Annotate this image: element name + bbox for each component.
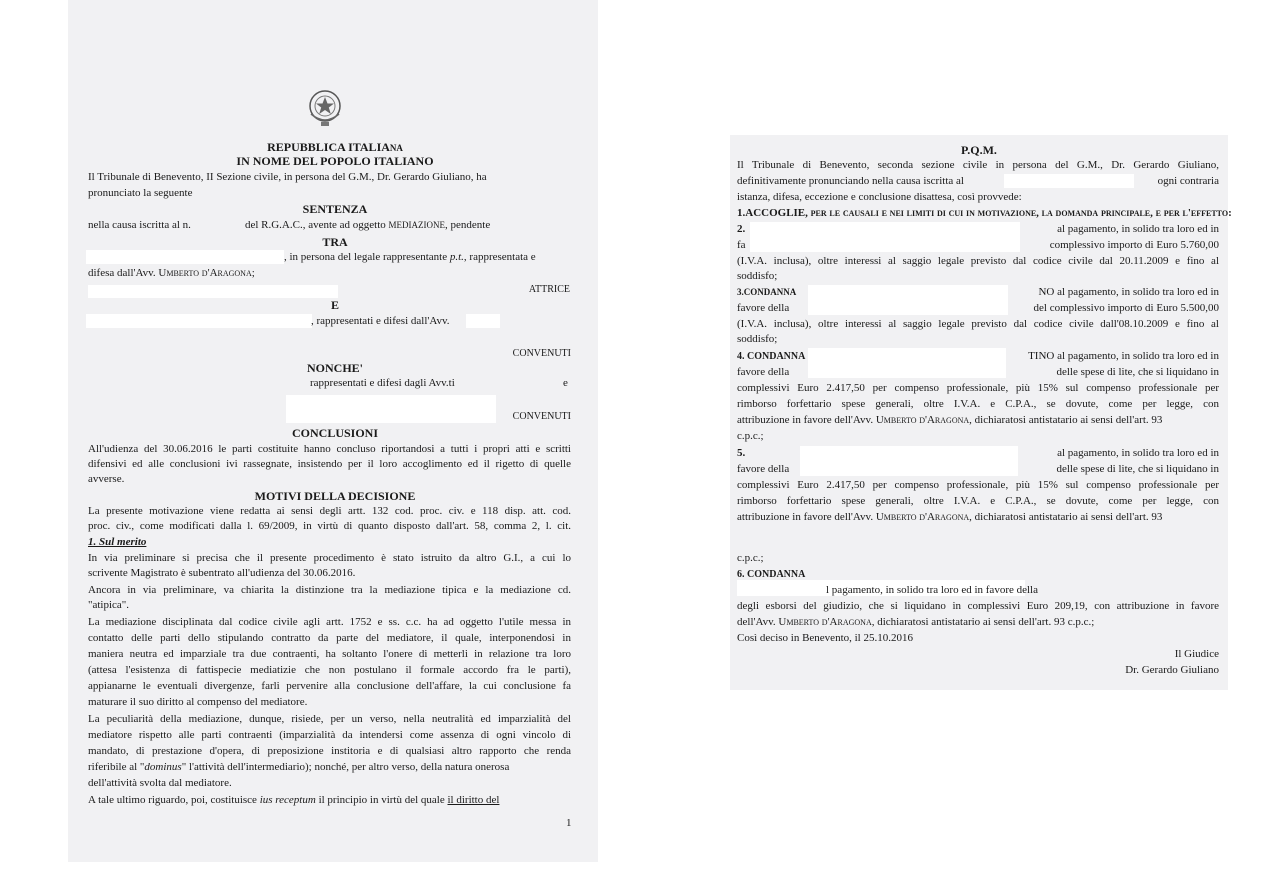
body-text: mediatore rispetto alle parti contraenti (imparzialità da intendersi come assenza di ogni vincolo di — [88, 729, 571, 741]
tra-heading: TRA — [322, 235, 348, 249]
pqm-item-1: 1.ACCOGLIE, per le causali e nei limiti di cui in motivazione, la domanda principale, e per l'effetto: — [737, 207, 1232, 219]
persona-line: , in persona del legale rappresentante p.t., rappresentata e — [284, 251, 536, 263]
pqm-text: al pagamento, in solido tra loro ed in — [1057, 447, 1219, 459]
body-text: A tale ultimo riguardo, poi, costituisce ius receptum il principio in virtù del quale il diritto del — [88, 794, 500, 806]
pqm-text: al pagamento, in solido tra loro ed in — [1057, 223, 1219, 235]
motivi-heading: MOTIVI DELLA DECISIONE — [254, 489, 416, 503]
conclusioni-text: difensivi ed alle conclusioni ivi rassegnate, insistendo per il loro accoglimento ed il rigetto di quelle — [88, 458, 571, 470]
conclusioni-text: All'udienza del 30.06.2016 le parti costituite hanno concluso riportandosi a tutti i propri atti e scritti — [88, 443, 571, 455]
body-text: dell'attività svolta dal mediatore. — [88, 777, 232, 789]
pqm-text: complessivi Euro 2.417,50 per compenso professionale, più 15% sul compenso professionale per — [737, 479, 1219, 491]
header-name: IN NOME DEL POPOLO ITALIANO — [236, 154, 434, 168]
pqm-text: istanza, difesa, eccezione e conclusione disattesa, così provvede: — [737, 191, 1022, 203]
body-text: In via preliminare si precisa che il presente procedimento è stato istruito da altro G.I., a cui lo — [88, 552, 571, 564]
pqm-text: fa — [737, 239, 746, 251]
body-text: appianarne le eventuali divergenze, farli pervenire alla conclusione dell'affare, la cui conclusione fa — [88, 680, 571, 692]
attrice-label: ATTRICE — [528, 284, 570, 295]
pqm-text: favore della — [737, 302, 790, 314]
redacted-block — [808, 348, 1006, 378]
rappresentati-line: , rappresentati e difesi dall'Avv. — [311, 315, 450, 327]
conclusioni-text: avverse. — [88, 473, 125, 485]
pqm-item-5: 5. — [737, 447, 746, 459]
republic-emblem-icon — [307, 86, 343, 128]
redacted-block — [86, 314, 312, 328]
pqm-text: attribuzione in favore dell'Avv. Umberto d'Aragona, dichiaratosi antistatario ai sensi dell'art. 93 — [737, 414, 1163, 426]
e-conjunction: e — [563, 377, 568, 389]
redacted-block — [750, 222, 1020, 252]
pqm-text: (I.V.A. inclusa), oltre interessi al saggio legale previsto dal codice civile dal 20.11.2009 e fino al — [737, 255, 1219, 267]
motivi-text: La presente motivazione viene redatta ai sensi degli artt. 132 cod. proc. civ. e 118 disp. att. cod. — [88, 505, 571, 517]
pqm-item-2: 2. — [737, 223, 746, 235]
e-heading: E — [330, 298, 339, 312]
redacted-block — [86, 250, 284, 264]
closing-date: Così deciso in Benevento, il 25.10.2016 — [737, 632, 913, 644]
redacted-block — [88, 285, 338, 298]
body-text: (attesa l'esistenza di fattispecie mediatizie che non postulano il formale accordo fra le parti), — [88, 664, 571, 676]
pqm-text: (I.V.A. inclusa), oltre interessi al saggio legale previsto dal codice civile dall'08.10.2009 e fino al — [737, 318, 1219, 330]
judge-title: Il Giudice — [1174, 648, 1219, 660]
redacted-block — [808, 285, 1008, 315]
page-number: 1 — [566, 817, 572, 829]
pqm-text: soddisfo; — [737, 270, 778, 282]
pqm-text: c.p.c.; — [737, 552, 764, 564]
body-text: riferibile al "dominus" l'attività dell'intermediario); nonché, per altro verso, della natura onerosa — [88, 761, 510, 773]
pqm-text: rimborso forfettario spese generali, oltre I.V.A. e C.P.A., se dovute, come per legge, con — [737, 398, 1219, 410]
pqm-text: complessivo importo di Euro 5.760,00 — [1049, 239, 1219, 251]
pqm-text: Il Tribunale di Benevento, seconda sezione civile in persona del G.M., Dr. Gerardo Giuliano, — [737, 159, 1219, 171]
redacted-block — [466, 314, 500, 328]
pqm-text: attribuzione in favore dell'Avv. Umberto d'Aragona, dichiaratosi antistatario ai sensi dell'art. 93 — [737, 511, 1163, 523]
pqm-text: rimborso forfettario spese generali, oltre I.V.A. e C.P.A., se dovute, come per legge, con — [737, 495, 1219, 507]
body-text: maniera neutra ed imparziale tra due contraenti, ha soltanto l'onere di metterli in relazione tra loro — [88, 648, 571, 660]
pqm-text: degli esborsi del giudizio, che si liquidano in complessivi Euro 209,19, con attribuzione in favore — [737, 600, 1219, 612]
pqm-text: definitivamente pronunciando nella causa iscritta al — [737, 175, 964, 187]
body-text: scrivente Magistrato è subentrato all'udienza del 30.06.2016. — [88, 567, 356, 579]
merito-subheading: 1. Sul merito — [88, 536, 147, 548]
pqm-text: l pagamento, in solido tra loro ed in favore della — [826, 584, 1038, 596]
pqm-item-6: 6. CONDANNA — [737, 569, 806, 580]
pqm-text: favore della — [737, 366, 790, 378]
pqm-item-3: 3.CONDANNA — [737, 287, 797, 297]
pqm-text: delle spese di lite, che si liquidano in — [1056, 366, 1219, 378]
conclusioni-heading: CONCLUSIONI — [291, 426, 378, 440]
pqm-text: NO al pagamento, in solido tra loro ed in — [1038, 286, 1219, 298]
pqm-item-4: 4. CONDANNA — [737, 351, 806, 362]
body-text: maturare il suo diritto al compenso del mediatore. — [88, 696, 308, 708]
pqm-text: soddisfo; — [737, 333, 778, 345]
body-text: mandato, di prestazione d'opera, di preposizione institoria e di qualsiasi altro rapporto che renda — [88, 745, 571, 757]
body-text: La mediazione disciplinata dal codice civile agli artt. 1752 e ss. c.c. ha ad oggetto l'utile messa in — [88, 616, 571, 628]
pqm-text: TINO al pagamento, in solido tra loro ed in — [1028, 350, 1219, 362]
pqm-text: c.p.c.; — [737, 430, 764, 442]
pqm-text: ogni contraria — [1157, 175, 1219, 187]
judge-name: Dr. Gerardo Giuliano — [1125, 664, 1219, 676]
convenuti-label: CONVENUTI — [512, 348, 571, 359]
sentenza-heading: SENTENZA — [302, 202, 368, 216]
body-text: "atipica". — [88, 599, 130, 611]
pqm-heading: P.Q.M. — [961, 143, 997, 157]
intro-line: Il Tribunale di Benevento, II Sezione civile, in persona del G.M., Dr. Gerardo Giuliano, ha — [88, 171, 487, 183]
difesa-line: difesa dall'Avv. Umberto d'Aragona; — [88, 267, 255, 279]
pqm-text: dell'Avv. Umberto d'Aragona, dichiaratosi antistatario ai sensi dell'art. 93 c.p.c.; — [737, 616, 1095, 628]
pqm-text: complessivi Euro 2.417,50 per compenso professionale, più 15% sul compenso professionale per — [737, 382, 1219, 394]
body-text: La peculiarità della mediazione, dunque, risiede, per un verso, nella neutralità ed imparzialità del — [88, 713, 571, 725]
redacted-block — [800, 446, 1018, 476]
pqm-text: favore della — [737, 463, 790, 475]
rappresentati-avv-line: rappresentati e difesi dagli Avv.ti — [310, 377, 455, 389]
pqm-text: delle spese di lite, che si liquidano in — [1056, 463, 1219, 475]
intro-line: pronunciato la seguente — [88, 187, 193, 199]
body-text: contatto delle parti dello stipulando contratto da parte del mediatore, il quale, interponendosi in — [88, 632, 571, 644]
body-text: Ancora in via preliminare, va chiarita la distinzione tra la mediazione tipica e la mediazione cd. — [88, 584, 571, 596]
causa-line: nella causa iscritta al n. del R.G.A.C., avente ad oggetto MEDIAZIONE, pendente — [88, 219, 491, 231]
nonche-heading: NONCHE' — [306, 361, 363, 375]
pqm-text: del complessivo importo di Euro 5.500,00 — [1033, 302, 1219, 314]
convenuti-label: CONVENUTI — [512, 411, 571, 422]
motivi-text: proc. civ., come modificati dalla l. 69/2009, in virtù di quanto disposto dall'art. 58, comma 2, l. cit. — [88, 520, 571, 532]
header-republic: REPUBBLICA ITALIANA — [267, 140, 403, 154]
